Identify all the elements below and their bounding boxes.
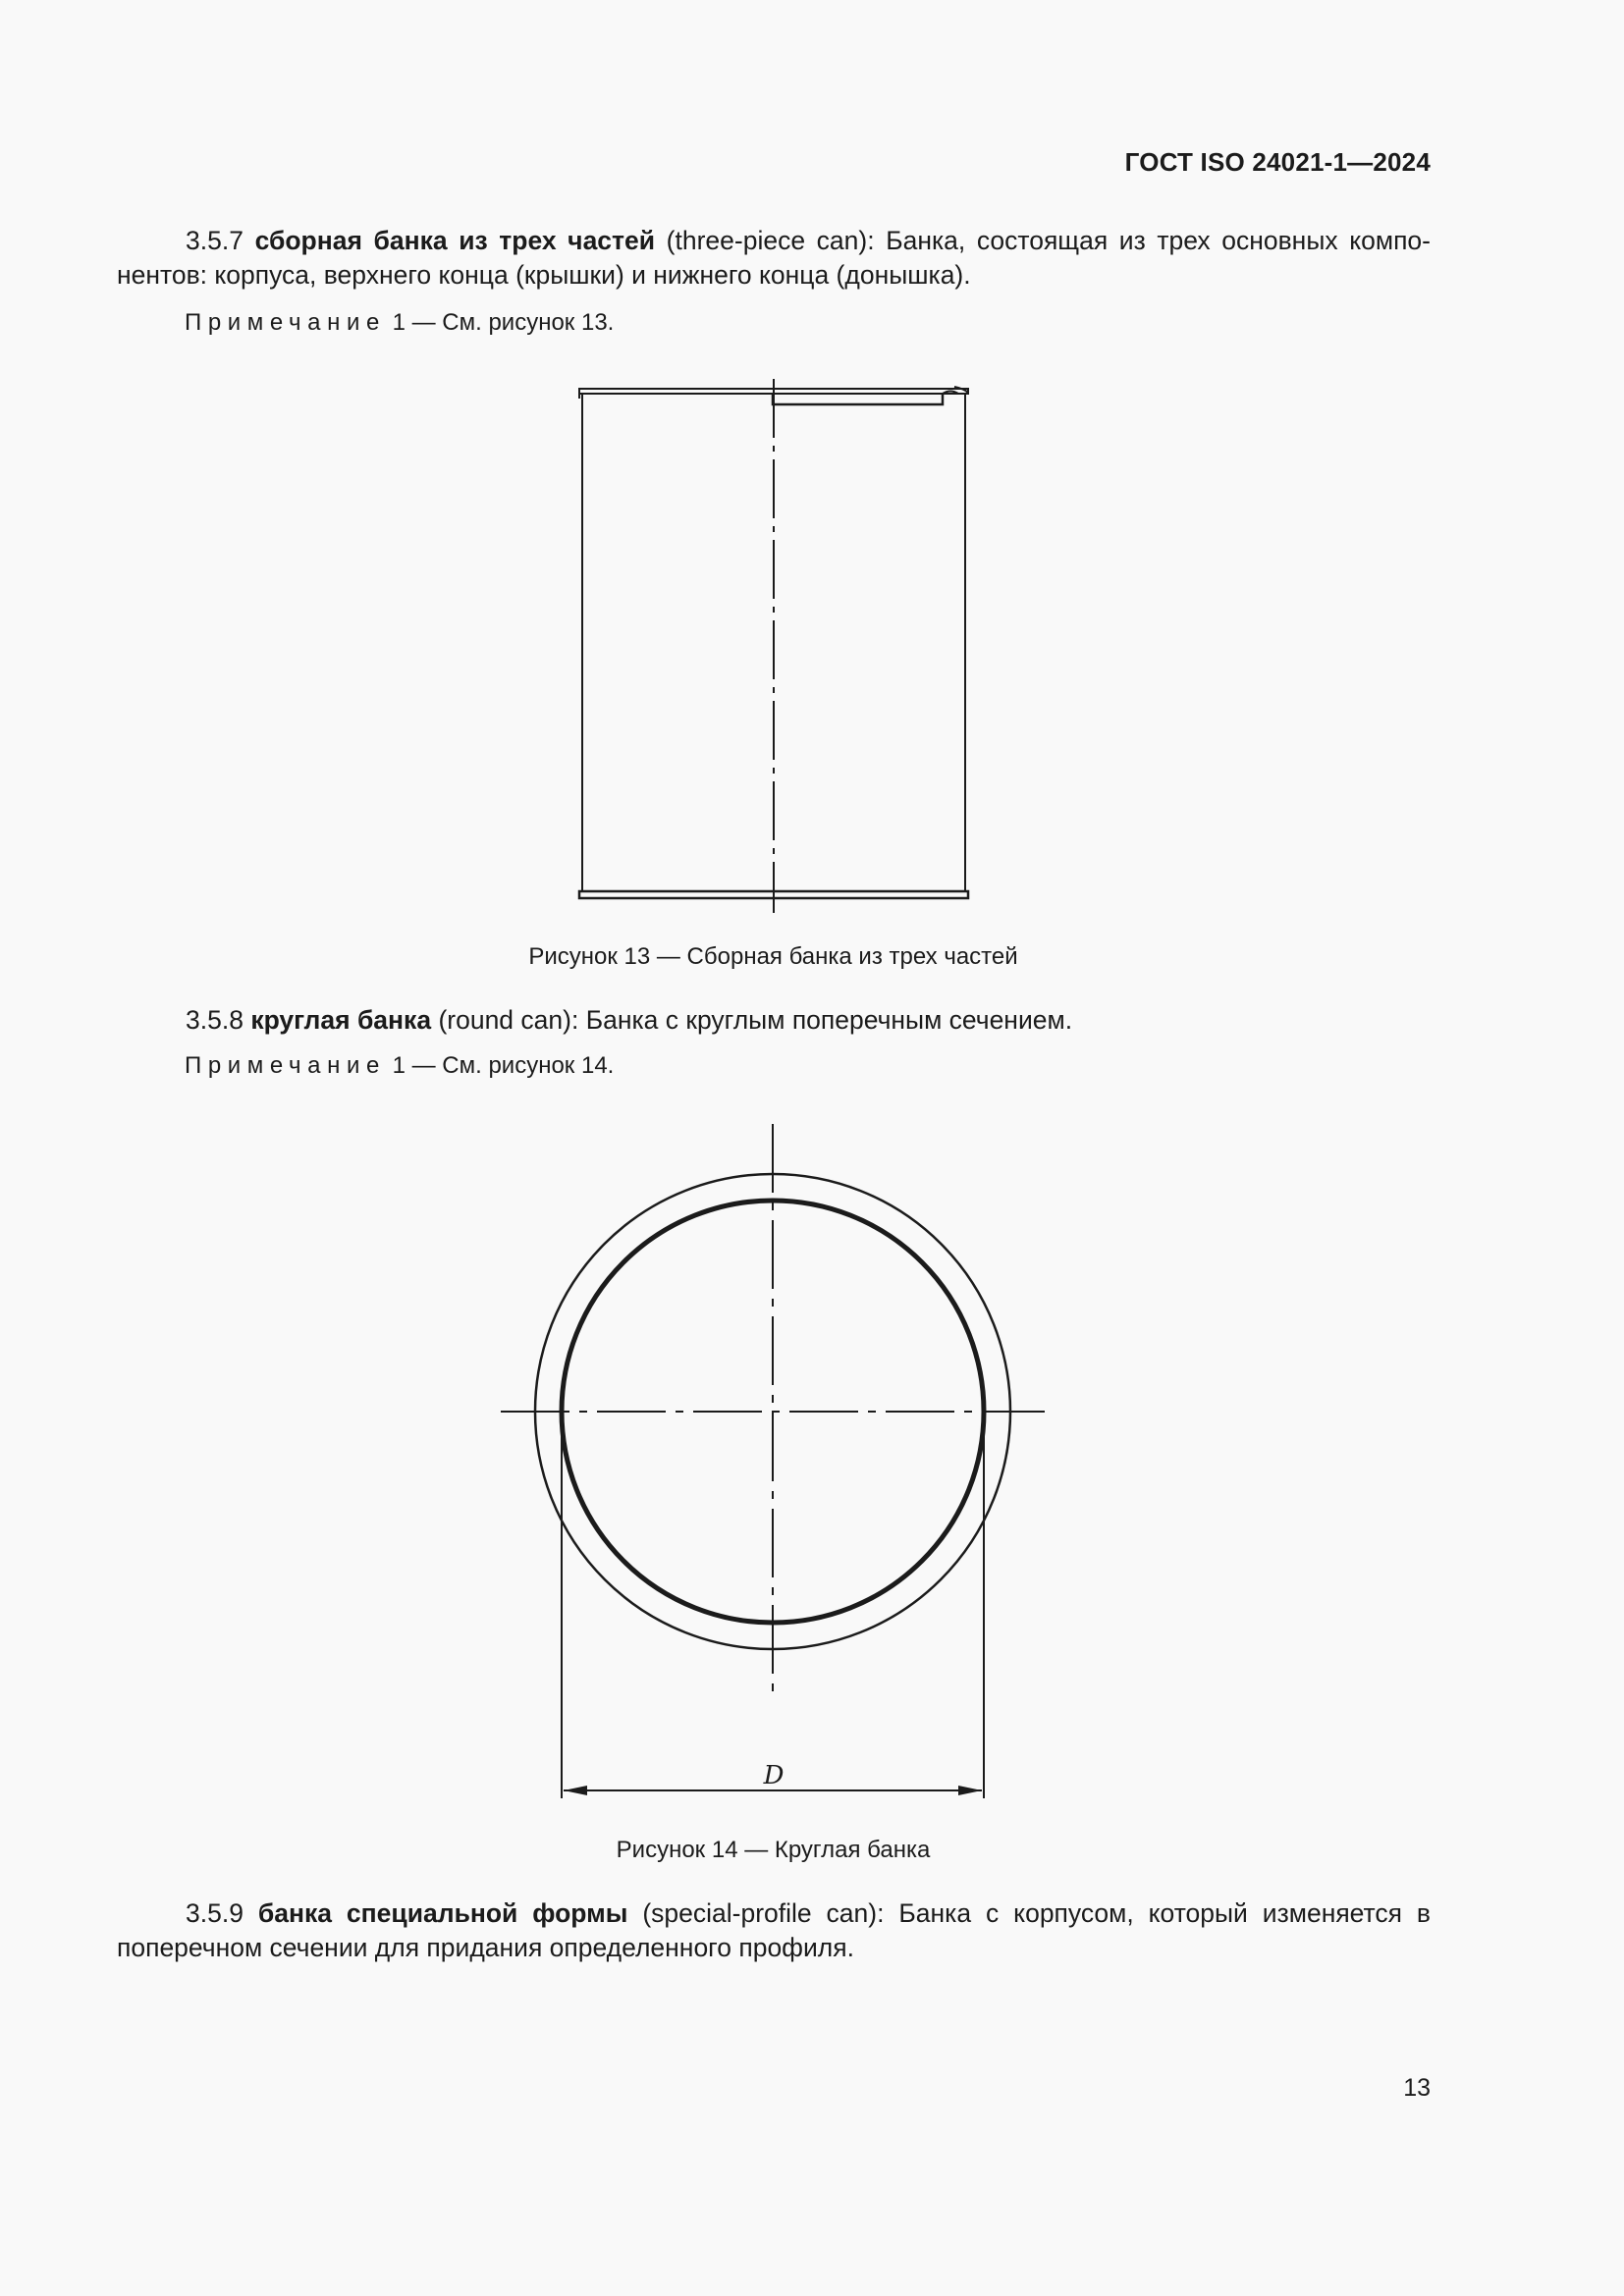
note-text: 1 — См. рисунок 14. [392,1052,615,1079]
standard-id-header: ГОСТ ISO 24021-1—2024 [1124,147,1431,177]
note-3-5-8 [185,1051,614,1081]
note-label: Примечание [185,1052,386,1079]
definition-line-2: поперечном сечении для придания определенного профиля. [117,1933,854,1962]
section-3-5-9 [117,1896,1431,1965]
section-number: 3.5.9 [186,1898,244,1928]
term-bold: круглая банка [250,1005,432,1035]
definition-line-1: Банка, состоящая из трех основных компо- [886,226,1431,255]
section-number: 3.5.8 [186,1005,244,1035]
definition: Банка с круглым поперечным сечением. [585,1005,1073,1035]
figure-14-caption: Рисунок 14 — Круглая банка [616,1837,931,1863]
figure-13-drawing [579,379,968,913]
term-bold: банка специальной формы [257,1898,628,1928]
page-number: 13 [1403,2074,1431,2102]
term-bold: сборная банка из трех частей [254,226,656,255]
figure-13-caption: Рисунок 13 — Сборная банка из трех частей [528,943,1018,970]
definition-line-1: Банка с корпусом, который изменяется в [898,1898,1431,1928]
dimension-label-d: D [763,1761,785,1790]
section-number: 3.5.7 [186,226,244,255]
section-3-5-8 [117,1003,1431,1038]
definition-line-2: нентов: корпуса, верхнего конца (крышки) и нижнего конца (донышка). [117,260,971,290]
term-english: (three-piece can): [666,226,875,255]
term-english: (special-profile can): [642,1898,885,1928]
note-text: 1 — См. рисунок 13. [392,309,615,336]
term-english: (round can): [438,1005,579,1035]
figure-14-drawing [501,1124,1045,1798]
note-label: Примечание [185,309,386,336]
